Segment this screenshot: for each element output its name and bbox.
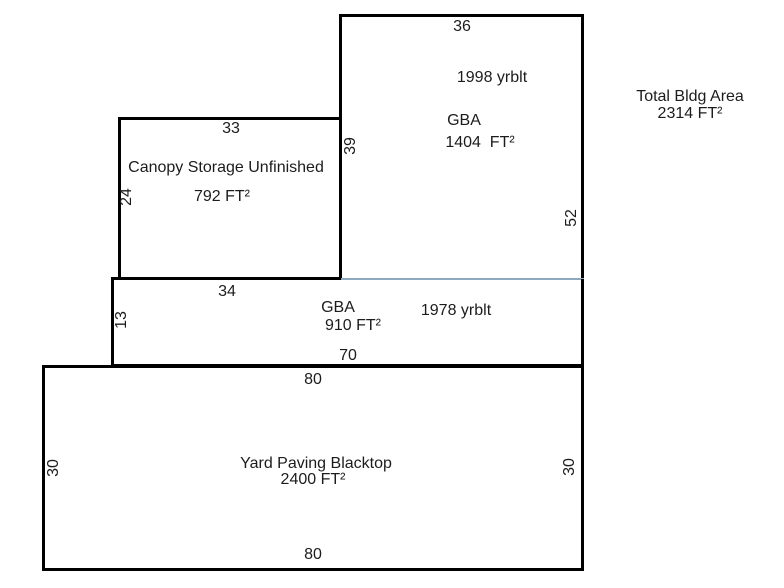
- area-building-1998: 1404 FT²: [445, 134, 515, 151]
- yearbuilt-building-1978: 1978 yrblt: [420, 302, 492, 319]
- type-building-1998: GBA: [447, 112, 481, 129]
- total-bldg-area-label: Total Bldg Area: [636, 88, 744, 105]
- area-building-1978: 910 FT²: [324, 317, 382, 334]
- dim-top-yard: 80: [304, 371, 322, 388]
- dim-bottom-building-1978: 70: [339, 347, 357, 364]
- dim-top-canopy: 33: [222, 120, 240, 137]
- yard-label: Yard Paving Blacktop: [240, 455, 392, 472]
- dim-left-building-1978: 13: [113, 311, 130, 329]
- dim-bottom-yard: 80: [304, 546, 322, 563]
- total-bldg-area-value: 2314 FT²: [657, 105, 723, 122]
- dim-left-yard: 30: [45, 459, 62, 477]
- dim-top-building-1978: 34: [218, 283, 236, 300]
- canopy-label: Canopy Storage Unfinished: [128, 159, 324, 176]
- dim-right-building-1998: 52: [563, 209, 580, 227]
- dim-right-yard: 30: [561, 458, 578, 476]
- yearbuilt-building-1998: 1998 yrblt: [456, 69, 528, 86]
- type-building-1978: GBA: [321, 299, 355, 316]
- area-yard: 2400 FT²: [280, 471, 346, 488]
- dim-left-building-1998: 39: [342, 137, 359, 155]
- area-canopy: 792 FT²: [193, 188, 251, 205]
- dim-top-building-1998: 36: [453, 18, 471, 35]
- dim-left-canopy: 24: [118, 188, 135, 206]
